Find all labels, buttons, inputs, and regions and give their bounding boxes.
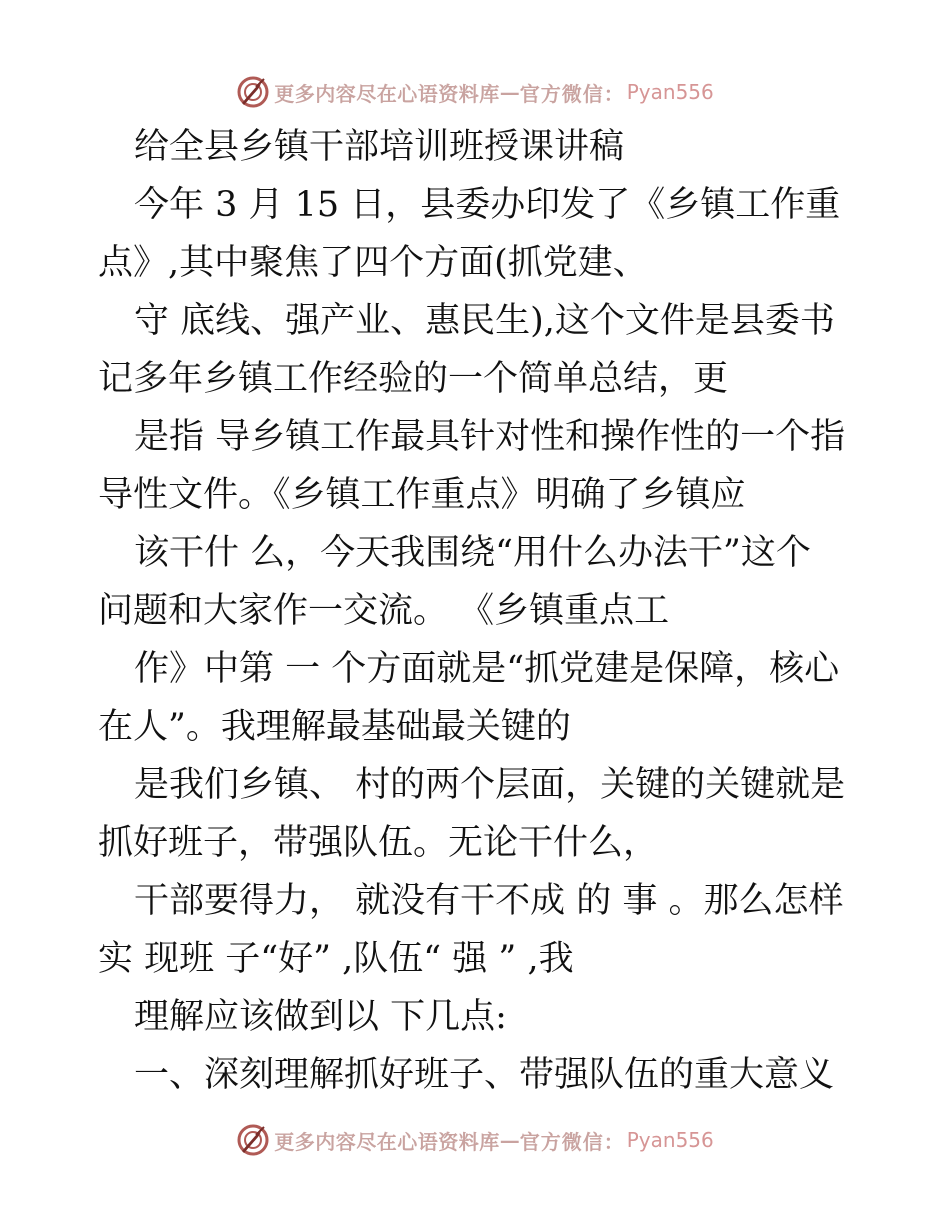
watermark-wechat-label: 官方微信：: [519, 1129, 625, 1154]
watermark-banner-top: [0, 72, 950, 112]
watermark-separator: —: [499, 80, 520, 104]
body-line: 干部要得力， 就没有干不成 的 事 。那么怎样: [134, 881, 844, 921]
document-title: 给全县乡镇干部培训班授课讲稿: [134, 127, 625, 167]
body-line: 今年 3 月 15 日，县委办印发了《乡镇工作重: [134, 185, 841, 225]
body-line: 在人”。我理解最基础最关键的: [98, 707, 571, 747]
body-line: 是指 导乡镇工作最具针对性和操作性的一个指: [134, 417, 846, 457]
body-line: 理解应该做到以 下几点:: [134, 997, 507, 1037]
watermark-text: 更多内容尽在心语资料库: [274, 81, 500, 106]
body-line: 抓好班子，带强队伍。无论干什么，: [98, 823, 659, 863]
body-line: 实 现班 子“好” ,队伍“ 强 ” ,我: [98, 939, 574, 979]
watermark-text: 更多内容尽在心语资料库: [274, 1129, 500, 1154]
body-line: 记多年乡镇工作经验的一个简单总结，更: [98, 359, 729, 399]
watermark-banner-bottom: [0, 1120, 950, 1160]
section-heading: 一、深刻理解抓好班子、带强队伍的重大意义: [134, 1055, 835, 1095]
watermark-wechat-id: Pyan556: [626, 80, 714, 104]
body-line: 是我们乡镇、 村的两个层面，关键的关键就是: [134, 765, 846, 805]
watermark-wechat-label: 官方微信：: [519, 81, 625, 106]
body-line: 问题和大家作一交流。 《乡镇重点工: [98, 591, 670, 631]
watermark-separator: —: [499, 1128, 520, 1152]
body-line: 作》中第 一 个方面就是“抓党建是保障，核心: [134, 649, 840, 689]
body-line: 该干什 么，今天我围绕“用什么办法干”这个: [134, 533, 811, 573]
body-line: 导性文件。《乡镇工作重点》明确了乡镇应: [98, 475, 746, 515]
watermark-logo-icon: [236, 1123, 270, 1157]
body-line: 点》,其中聚焦了四个方面(抓党建、: [98, 243, 648, 283]
watermark-wechat-id: Pyan556: [626, 1128, 714, 1152]
body-line: 守 底线、强产业、惠民生),这个文件是县委书: [134, 301, 835, 341]
watermark-logo-icon: [236, 75, 270, 109]
